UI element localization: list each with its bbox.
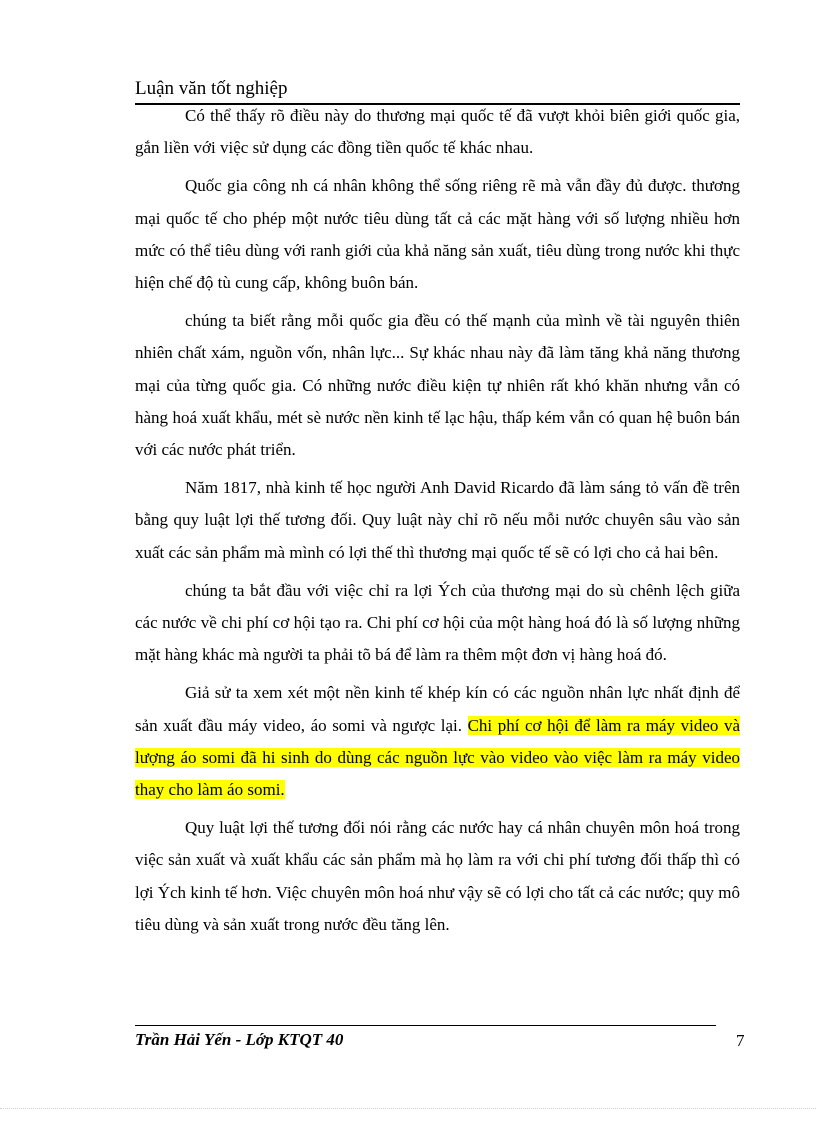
document-body (135, 100, 740, 941)
footer-author: Trần Hải Yến - Lớp KTQT 40 (135, 1030, 344, 1049)
paragraph: chúng ta biết rằng mỗi quốc gia đều có thế mạnh của mình về tài nguyên thiên nhiên chất xám, nguồn vốn, nhân lực... Sự khác nhau này đã làm tăng khả năng thương mại của từng quốc gia. Có những nước điều kiện tự nhiên rất khó khăn nhưng vẫn có hàng hoá xuất khẩu, mét sè nước nền kinh tế lạc hậu, thấp kém vẫn có quan hệ buôn bán với các nước phát triển. (135, 311, 740, 460)
page-boundary-line (0, 1108, 816, 1109)
paragraph: chúng ta bắt đầu với việc chỉ ra lợi Ých của thương mại do sù chênh lệch giữa các nước về chi phí cơ hội tạo ra. Chi phí cơ hội của một hàng hoá đó là số lượng những mặt hàng khác mà người ta phải tõ bá để làm ra thêm một đơn vị hàng hoá đó. (135, 580, 740, 665)
paragraph: Quốc gia công nh cá nhân không thể sống riêng rẽ mà vẫn đầy đủ được. thương mại quốc tế cho phép một nước tiêu dùng tất cả các mặt hàng với số lượng nhiều hơn mức có thể tiêu dùng với ranh giới của khả năng sản xuất, tiêu dùng trong nước khi thực hiện chế độ tù cung cấp, không buôn bán. (135, 176, 740, 293)
paragraph: Quy luật lợi thế tương đối nói rằng các nước hay cá nhân chuyên môn hoá trong việc sản xuất và xuất khẩu các sản phẩm mà họ làm ra với chi phí tương đối thấp thì có lợi Ých kinh tế hơn. Việc chuyên môn hoá như vậy sẽ có lợi cho tất cả các nước; quy mô tiêu dùng và sản xuất trong nước đều tăng lên. (135, 818, 740, 934)
paragraph: Có thể thấy rõ điều này do thương mại quốc tế đã vượt khỏi biên giới quốc gia, gắn liền với việc sử dụng các đồng tiền quốc tế khác nhau. (135, 106, 740, 158)
paragraph-with-highlight (135, 677, 740, 806)
paragraph-text: Giả sử ta xem xét một nền kinh tế khép kín có các nguồn nhân lực nhất định để sản xuất đầu máy video, áo somi và ngược lại. (135, 683, 740, 735)
page-number: 7 (736, 1031, 745, 1050)
highlighted-text: Chi phí cơ hội để làm ra máy video và lượng áo somi đã hi sinh do dùng các nguồn lực vào video vào việc làm ra máy video thay cho làm áo somi. (135, 715, 741, 800)
paragraph: Năm 1817, nhà kinh tế học người Anh David Ricardo đã làm sáng tỏ vấn đề trên bằng quy luật lợi thế tương đối. Quy luật này chỉ rõ nếu mỗi nước chuyên sâu vào sản xuất các sản phẩm mà mình có lợi thế thì thương mại quốc tế sẽ có lợi cho cả hai bên. (135, 478, 740, 562)
header-title: Luận văn tốt nghiệp (135, 78, 288, 99)
footer-divider (135, 1025, 716, 1026)
